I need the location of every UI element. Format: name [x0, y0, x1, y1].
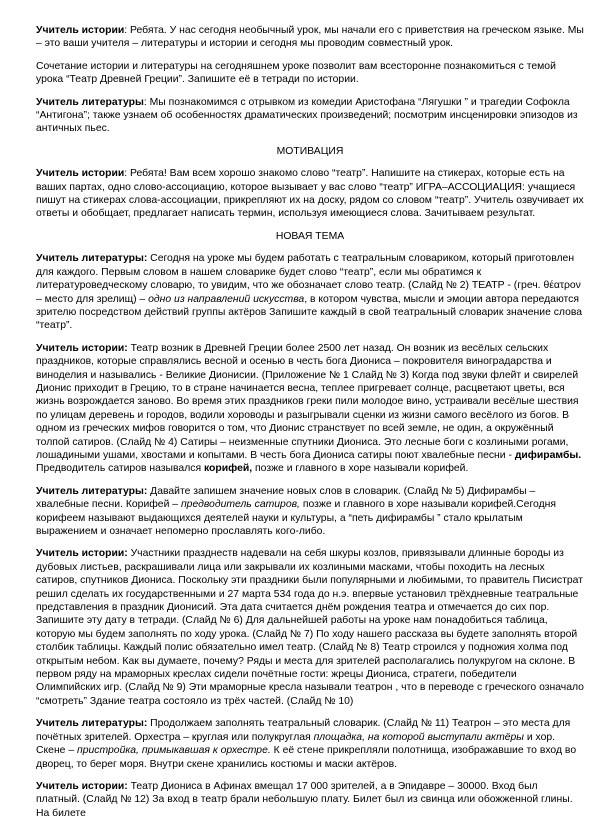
heading-new-topic: НОВАЯ ТЕМА	[275, 230, 345, 242]
speaker-label: Учитель истории	[36, 168, 125, 180]
heading-motivation: МОТИВАЦИЯ	[276, 145, 344, 157]
paragraph-theatre-parts: Учитель литературы: Продолжаем заполнять театральный словарик. (Слайд № 11) Театрон – это места для почётных зрителей. Орхестра – круглая или полукруглая площадка, на которой выступали актёры и хор. Скене – пристройка, примыкавшая к орхестре. К её стене прикрепляли полотнища, изображавшие то вход во дворец, то берег моря. Внутри скене хранились костюмы и маски актёров.	[36, 718, 577, 770]
paragraph-text: : Ребята! Вам всем хорошо знакомо слово “театр”. Напишите на стикерах, которые есть на ваших партах, одно слово-ассоциацию, которое вызывает у вас слово “театр” ИГРА–АССОЦИАЦИЯ: учащиеся пишут на стикерах слова-ассоциации, прикрепляют их на доску, рядом со словом “театр”. Учитель озвучивает их ответы и обобщает, предлагает написать термин, используя имеющиеся слова. Зачитываем результат.	[36, 168, 584, 220]
paragraph-motivation	[36, 167, 584, 221]
speaker-label: Учитель литературы:	[36, 485, 148, 497]
speaker-label: Учитель истории:	[36, 548, 128, 560]
speaker-label: Учитель истории	[36, 25, 125, 36]
speaker-label: Учитель истории:	[36, 342, 128, 354]
paragraph-intro	[36, 24, 584, 51]
paragraph-text: : Ребята. У нас сегодня необычный урок, мы начали его с приветствия на греческом языке. Мы – это ваши учителя – литературы и истории и сегодня мы проводим совместный урок.	[36, 25, 584, 50]
paragraph-theatre-definition: Учитель литературы: Сегодня на уроке мы будем работать с театральным словариком, который приготовлен для каждого. Первым словом в нашем словарике будет слово “театр”, если мы обратимся к литературоведческому словарю, то увидим, что же обозначает слово театр. (Слайд № 2) ТЕАТР - (греч. θέατρον – место для зрелищ) – одно из направлений искусства, в котором чувства, мысли и эмоции автора передаются зрителю посредством действий группы актёров Запишите каждый в свой театральный словарик значение слова “театр”.	[36, 253, 583, 332]
speaker-label: Учитель истории:	[36, 780, 128, 792]
paragraph-topic: Сочетание истории и литературы на сегодняшнем уроке позволит вам всесторонне познакомиться с темой урока “Театр Древней Греции”. Запишите её в тетради по истории.	[36, 60, 556, 86]
speaker-label: Учитель литературы:	[36, 253, 148, 265]
paragraph-theatre-origin: Учитель истории: Театр возник в Древней Греции более 2500 лет назад. Он возник из весёлых сельских праздников, которые справлялись весной и осенью в честь бога Диониса – покровителя виноградарства и виноделия и назывались - Великие Дионисии. (Приложение № 1 Слайд № 3) Когда под звуки флейт и свирелей Дионис приходит в Грецию, то в стране начинается весна, теплее пригревает солнце, расцветают цветы, вся жизнь возрождается заново. Во время этих праздников греки пили молодое вино, устраивали весёлые шествия по улицам деревень и городов, водили хороводы и разыгрывали сценки из жизни самого весёлого из богов. В одном из греческих мифов говорится о том, что Дионис странствует по всей земле, не один, а окружённый толпой сатиров. (Слайд № 4) Сатиры – неизменные спутники Диониса. Это лесные боги с козлиными рогами, лошадиными ушами, хвостами и копытами. В честь бога Диониса сатиры поют хвалебные песни - дифирамбы. Предводитель сатиров назывался корифей, позже и главного в хоре называли корифей.	[36, 342, 582, 475]
paragraph-text: : Мы познакомимся с отрывком из комедии Аристофана “Лягушки ” и трагедии Софокла “Антигона”; также узнаем об особенностях драматических произведений; посмотрим инсценировки эпизодов из античных пьес.	[36, 96, 578, 135]
paragraph-dictionary-words: Учитель литературы: Давайте запишем значение новых слов в словарик. (Слайд № 5) Дифирамбы – хвалебные песни. Корифей – предводитель сатиров, позже и главного в хоре называли корифей.Сегодня корифеем называют выдающихся деятелей науки и культуры, а “петь дифирамбы ” стало крылатым выражением и означает непомерно прославлять кого-либо.	[36, 485, 556, 537]
document-page	[36, 24, 584, 829]
paragraph-festivals: Учитель истории: Участники празднеств надевали на себя шкуры козлов, привязывали длинные бороды из дубовых листьев, раскрашивали лица или закрывали их козлиными масками, чтобы походить на лесных сатиров, спутников Диониса. Поскольку эти праздники были популярными и любимыми, то правитель Писистрат решил сделать их государственными и 27 марта 534 года до н.э. впервые установил трёхдневные театральные представления в праздник Дионисий. Эта дата считается днём рождения театра и отмечается до сих пор. Запишите эту дату в тетради. (Слайд № 6) Для дальнейшей работы на уроке нам понадобиться таблица, которую мы будем заполнять по ходу урока. (Слайд № 7) По ходу нашего рассказа вы будете заполнять второй столбик таблицы. Каждый полис обязательно имел театр. (Слайд № 8) Театр строился у подножия холма под открытым небом. Как вы думаете, почему? Ряды и места для зрителей располагались полукругом на склоне. В первом ряду на мраморных креслах сидели почётные гости: жрецы Диониса, стратеги, победители Олимпийских игр. (Слайд № 9) Эти мраморные кресла называли театрон , что в переводе с греческого означало “смотреть” Здание театра состояло из трёх частей. (Слайд № 10)	[36, 548, 584, 707]
paragraph-literature-plan	[36, 96, 584, 136]
paragraph-theatre-capacity: Учитель истории: Театр Диониса в Афинах вмещал 17 000 зрителей, а в Эпидавре – 30000. Вход был платный. (Слайд № 12) За вход в театр брали небольшую плату. Билет был из свинца или обожженной глины. На билете	[36, 780, 573, 819]
speaker-label: Учитель литературы	[36, 96, 144, 108]
speaker-label: Учитель литературы:	[36, 718, 148, 730]
